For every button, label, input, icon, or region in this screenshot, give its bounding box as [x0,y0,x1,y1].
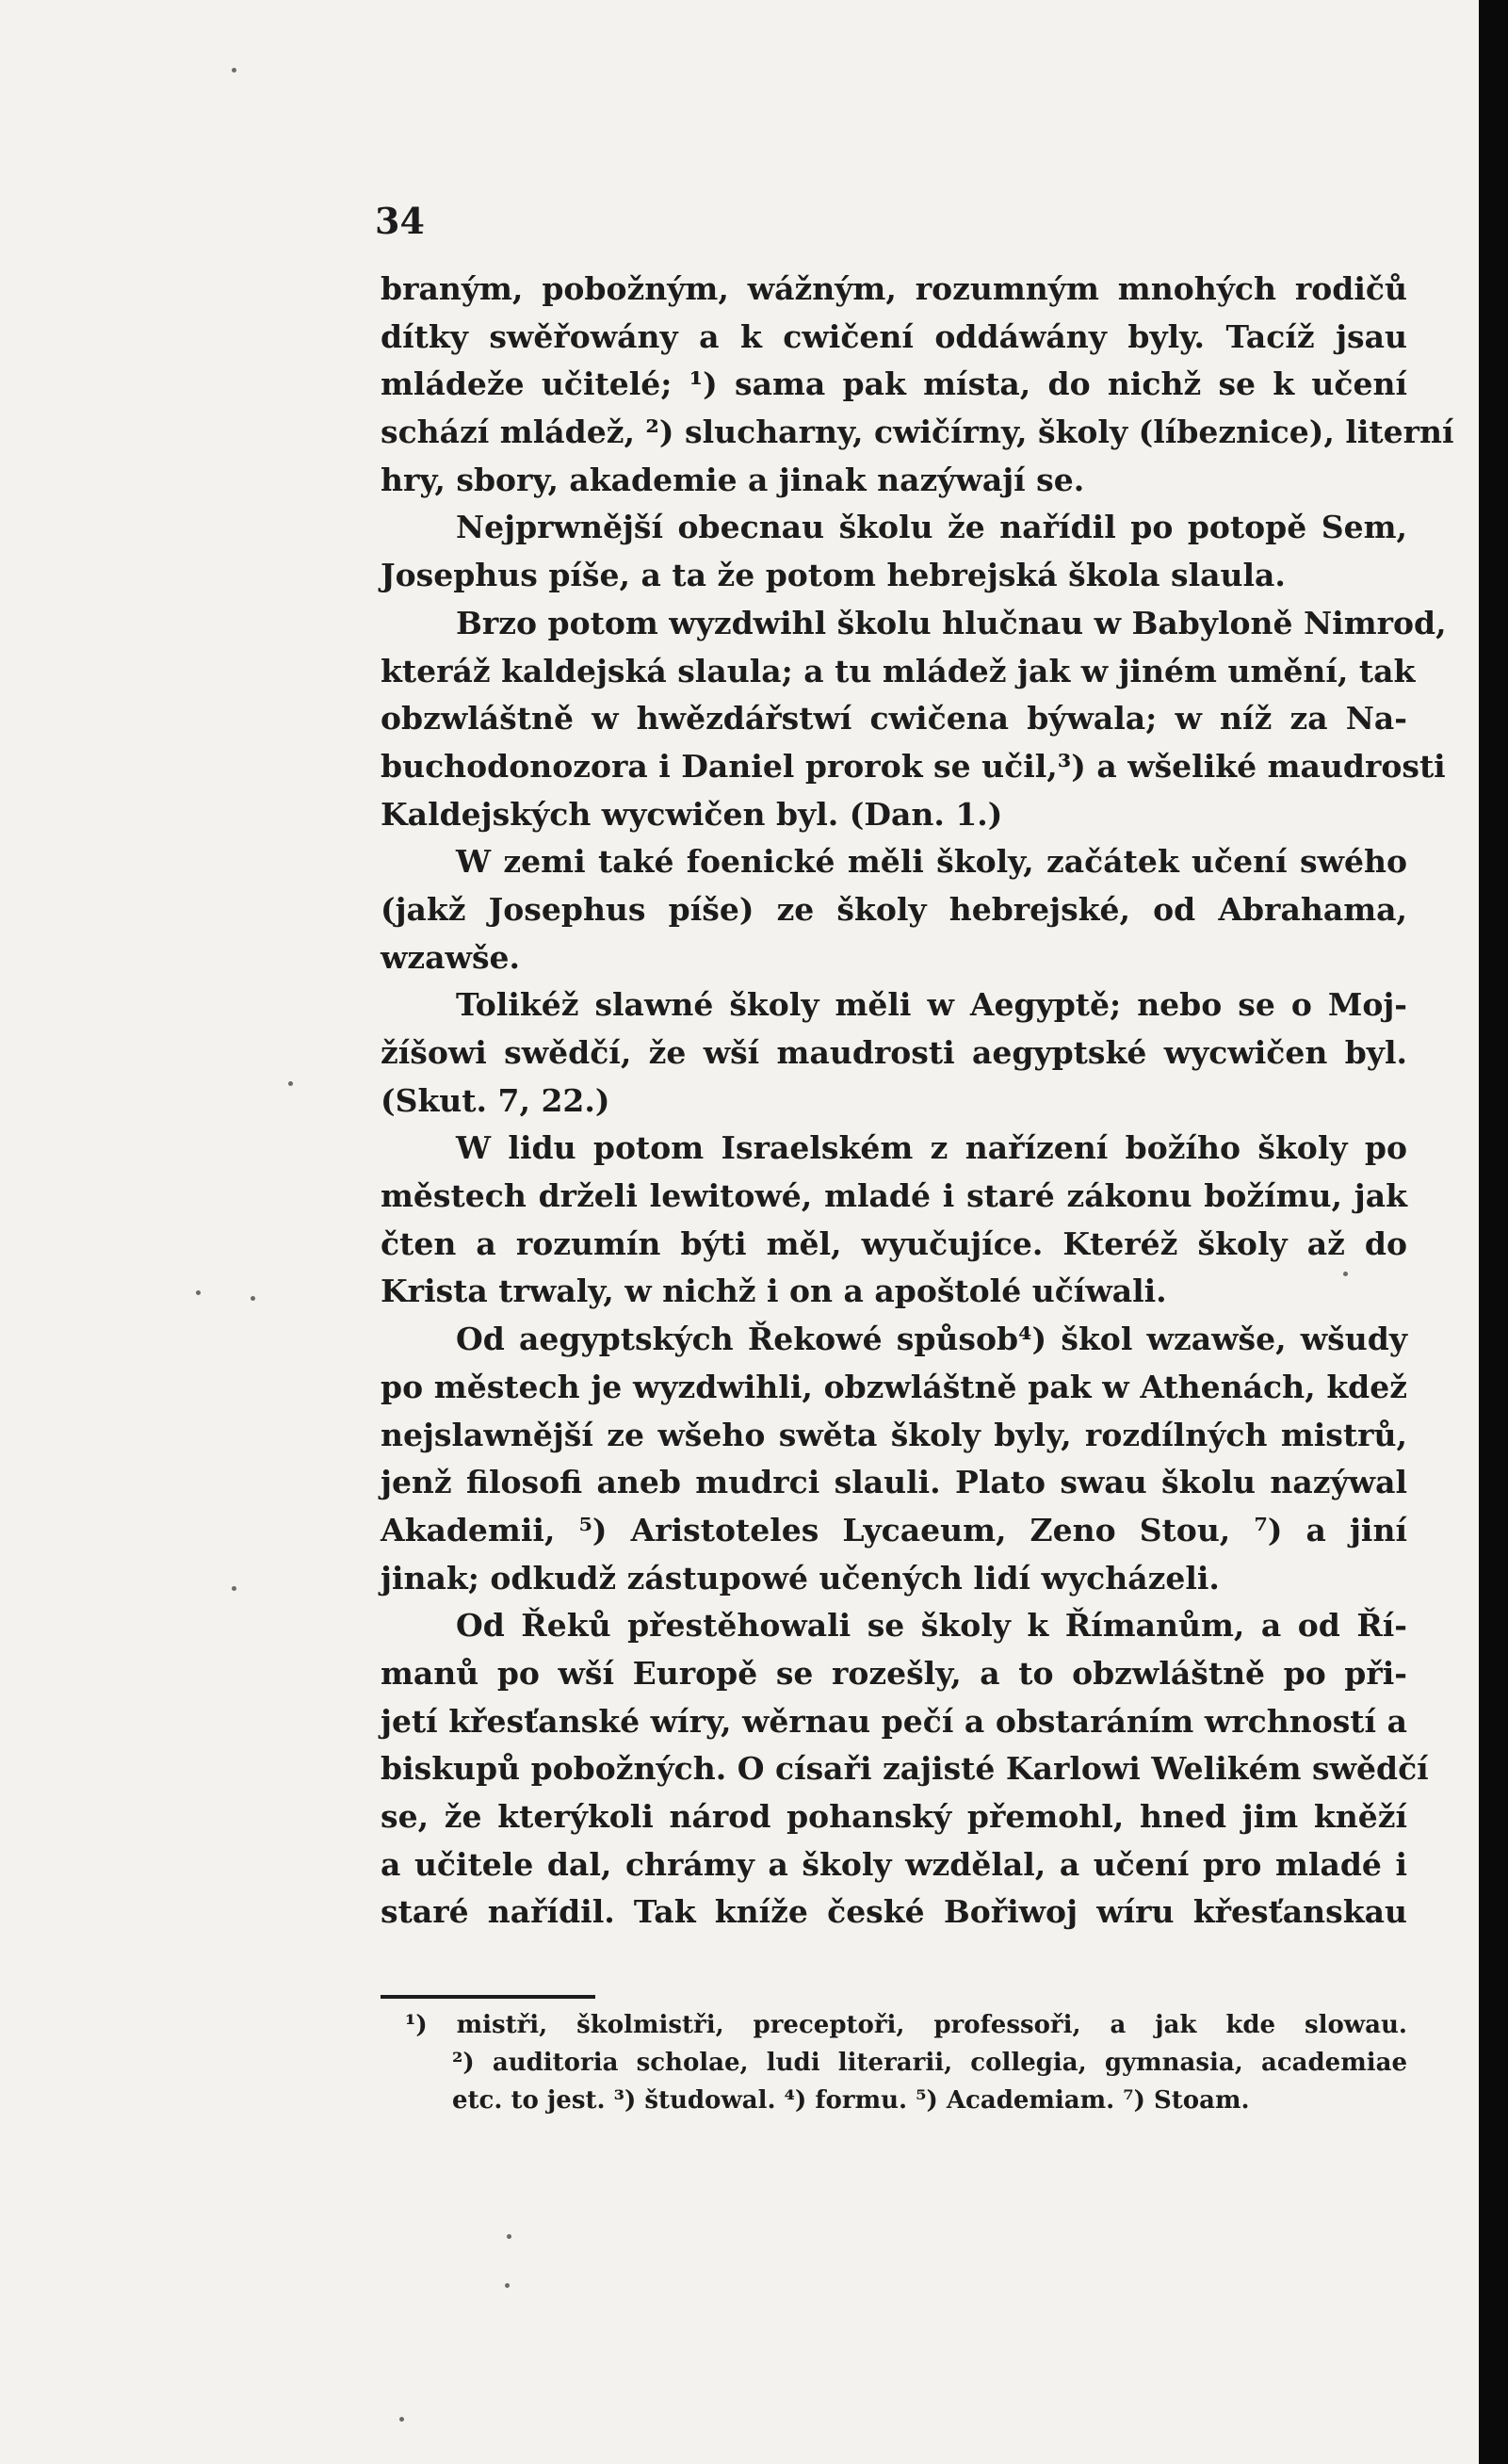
scan-speck [507,2234,511,2239]
scan-speck [399,2417,404,2422]
text-line: W zemi také foenické měli školy, začátek učení swého [456,843,1407,881]
text-line: čten a rozumín býti měl, wyučujíce. Kteréž školy až do [381,1224,1407,1262]
footnote-line: ¹) mistři, školmistři, preceptoři, professoři, a jak kde slowau. [405,2011,1407,2039]
text-line: nejslawnější ze wšeho swěta školy byly, rozdílných mistrů, [381,1416,1407,1453]
text-line: braným, pobožným, wážným, rozumným mnohých rodičů [381,270,1407,307]
body-text [381,266,1454,1937]
text-line: jetí křesťanské wíry, wěrnau pečí a obstaráním wrchností a [381,1702,1407,1740]
text-line: Akademii, ⁵) Aristoteles Lycaeum, Zeno Stou, ⁷) a jiní [381,1511,1407,1548]
footnote-line: ²) auditoria scholae, ludi literarii, collegia, gymnasia, academiae [452,2049,1407,2077]
book-spine-edge [1479,0,1508,2464]
text-line: městech drželi lewitowé, mladé i staré zákonu božímu, jak [381,1177,1407,1215]
text-line: se, že kterýkoli národ pohanský přemohl, hned jim kněží [381,1798,1407,1835]
footnotes [405,2006,1407,2119]
text-line: jinak; odkudž zástupowé učených lidí wycházeli. [381,1559,1220,1597]
text-line: dítky swěřowány a k cwičení oddáwány byly. Tacíž jsau [381,317,1407,355]
text-line: žíšowi swědčí, že wší maudrosti aegyptské wycwičen byl. [381,1034,1407,1071]
text-line: Krista trwaly, w nichž i on a apoštolé učíwali. [381,1273,1167,1310]
text-line: wzawše. [381,938,521,976]
scan-speck [505,2283,510,2288]
text-line: schází mládež, ²) slucharny, cwičírny, školy (líbeznice), literní [381,413,1454,451]
scan-speck [232,68,236,73]
text-line: W lidu potom Israelském z nařízení božího školy po [456,1129,1407,1167]
text-line: biskupů pobožných. O císaři zajisté Karlowi Welikém swědčí [381,1750,1429,1788]
text-line: (jakž Josephus píše) ze školy hebrejské, od Abrahama, [381,890,1407,928]
text-line: Josephus píše, a ta že potom hebrejská škola slaula. [381,557,1286,594]
text-line: hry, sbory, akademie a jinak nazýwají se. [381,461,1085,498]
text-line: mládeže učitelé; ¹) sama pak místa, do nichž se k učení [381,365,1407,403]
text-line: Tolikéž slawné školy měli w Aegyptě; nebo se o Moj- [456,986,1407,1024]
scan-speck [288,1081,293,1086]
text-line: Od aegyptských Řekowé spůsob⁴) škol wzawše, wšudy [456,1321,1407,1358]
text-line: obzwláštně w hwězdářstwí cwičena býwala; w níž za Na- [381,700,1407,738]
text-line: a učitele dal, chrámy a školy wzdělal, a učení pro mladé i [381,1845,1407,1883]
scan-speck [196,1290,201,1295]
text-line: po městech je wyzdwihli, obzwláštně pak w Athenách, kdež [381,1368,1407,1405]
text-line: Kaldejských wycwičen byl. (Dan. 1.) [381,795,1003,833]
page-number: 34 [375,200,425,242]
text-line: Od Řeků přestěhowali se školy k Římanům, a od Ří- [456,1607,1407,1645]
scan-speck [1343,1272,1348,1276]
text-line: (Skut. 7, 22.) [381,1081,610,1119]
scan-speck [251,1296,255,1301]
text-line: manů po wší Europě se rozešly, a to obzwláštně po při- [381,1654,1407,1692]
footnote-line: etc. to jest. ³) študowal. ⁴) formu. ⁵) Academiam. ⁷) Stoam. [452,2086,1250,2115]
footnote-divider [381,1995,595,1999]
text-line: kteráž kaldejská slaula; a tu mládež jak w jiném umění, tak [381,652,1416,689]
text-line: Nejprwnější obecnau školu že nařídil po potopě Sem, [456,509,1407,546]
text-line: buchodonozora i Daniel prorok se učil,³) a wšeliké maudrosti [381,747,1446,785]
text-line: staré nařídil. Tak kníže české Bořiwoj wíru křesťanskau [381,1893,1407,1931]
text-line: Brzo potom wyzdwihl školu hlučnau w Babyloně Nimrod, [456,604,1447,641]
text-line: jenž filosofi aneb mudrci slauli. Plato swau školu nazýwal [381,1464,1407,1501]
scan-speck [232,1586,236,1591]
